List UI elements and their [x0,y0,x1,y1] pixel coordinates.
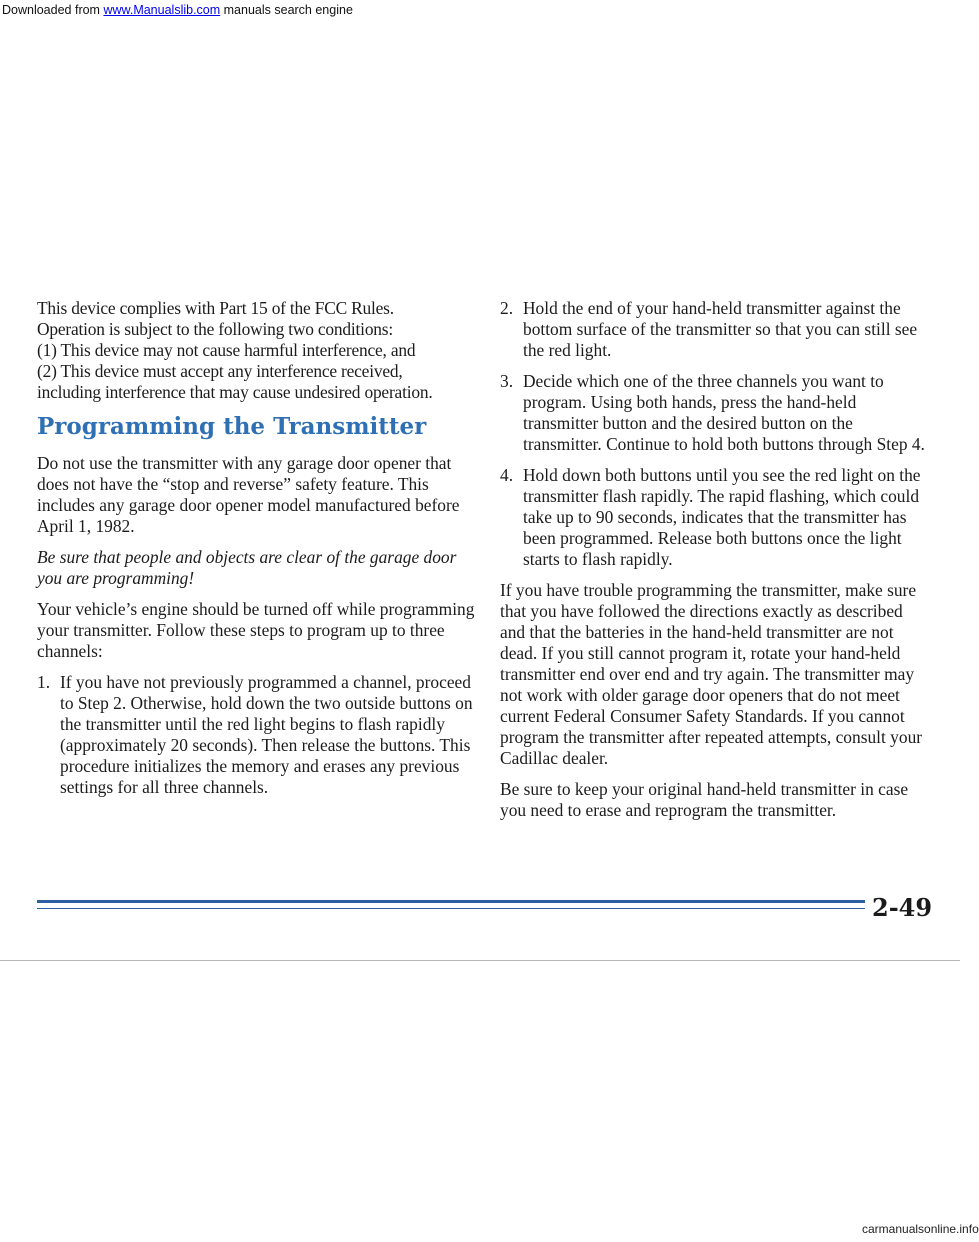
header-prefix: Downloaded from [2,3,104,17]
fcc-notice [37,298,477,403]
footer-rule-thin [37,908,865,909]
fcc-line: including interference that may cause undesired operation. [37,382,433,402]
engine-off-paragraph: Your vehicle’s engine should be turned off while programming your transmitter. Follow these steps to program up to three channels: [37,599,475,661]
troubleshooting-paragraph: If you have trouble programming the transmitter, make sure that you have followed the directions exactly as described and that the batteries in the hand-held transmitter are not dead. If you still cannot program it, rotate your hand-held transmitter end over end and try again. The transmitter may not work with older garage door openers that do not meet current Federal Consumer Safety Standards. If you cannot program the transmitter after repeated attempts, consult your Cadillac dealer. [500,580,923,768]
footer-rule-thick [37,900,865,903]
fcc-line: (2) This device must accept any interference received, [37,361,403,381]
footer-watermark: carmanualsonline.info [862,1222,979,1236]
steps-list-right [500,298,930,570]
manualslib-link[interactable]: www.Manualslib.com [103,3,221,17]
keep-original-paragraph: Be sure to keep your original hand-held transmitter in case you need to erase and reprogram the transmitter. [500,779,909,820]
step-number: 2. [500,298,514,318]
step-item [37,672,477,798]
step-item [500,371,930,455]
left-column [37,298,477,808]
step-text: Hold down both buttons until you see the red light on the transmitter flash rapidly. The rapid flashing, which could take up to 90 seconds, indicates that the transmitter has been programmed. Release both buttons once the light starts to flash rapidly. [523,465,921,569]
page-number: 2-49 [872,893,933,922]
step-item [500,298,930,361]
header-suffix: manuals search engine [220,3,353,17]
fcc-line: (1) This device may not cause harmful interference, and [37,340,416,360]
step-text: If you have not previously programmed a channel, proceed to Step 2. Otherwise, hold down the two outside buttons on the transmitter until the red light begins to flash rapidly (approximately 20 seconds). Then release the buttons. This procedure initializes the memory and erases any previous settings for all three channels. [60,672,473,797]
step-text: Hold the end of your hand-held transmitter against the bottom surface of the transmitter so that you can still see the red light. [523,298,918,360]
steps-list-left [37,672,477,798]
fcc-line: Operation is subject to the following two conditions: [37,319,394,339]
safety-feature-paragraph: Do not use the transmitter with any garage door opener that does not have the “stop and reverse” safety feature. This includes any garage door opener model manufactured before April 1, 1982. [37,453,460,536]
step-number: 3. [500,371,514,391]
step-number: 4. [500,465,514,485]
page-divider [0,960,960,961]
step-item [500,465,930,570]
warning-text: Be sure that people and objects are clear of the garage door you are programming! [37,547,457,588]
fcc-line: This device complies with Part 15 of the FCC Rules. [37,298,394,318]
download-source-header [0,0,960,20]
section-heading: Programming the Transmitter [37,413,427,440]
right-column [500,298,930,831]
step-number: 1. [37,672,51,692]
step-text: Decide which one of the three channels you want to program. Using both hands, press the hand-held transmitter button and the desired button on the transmitter. Continue to hold both buttons through Step 4. [523,371,925,454]
